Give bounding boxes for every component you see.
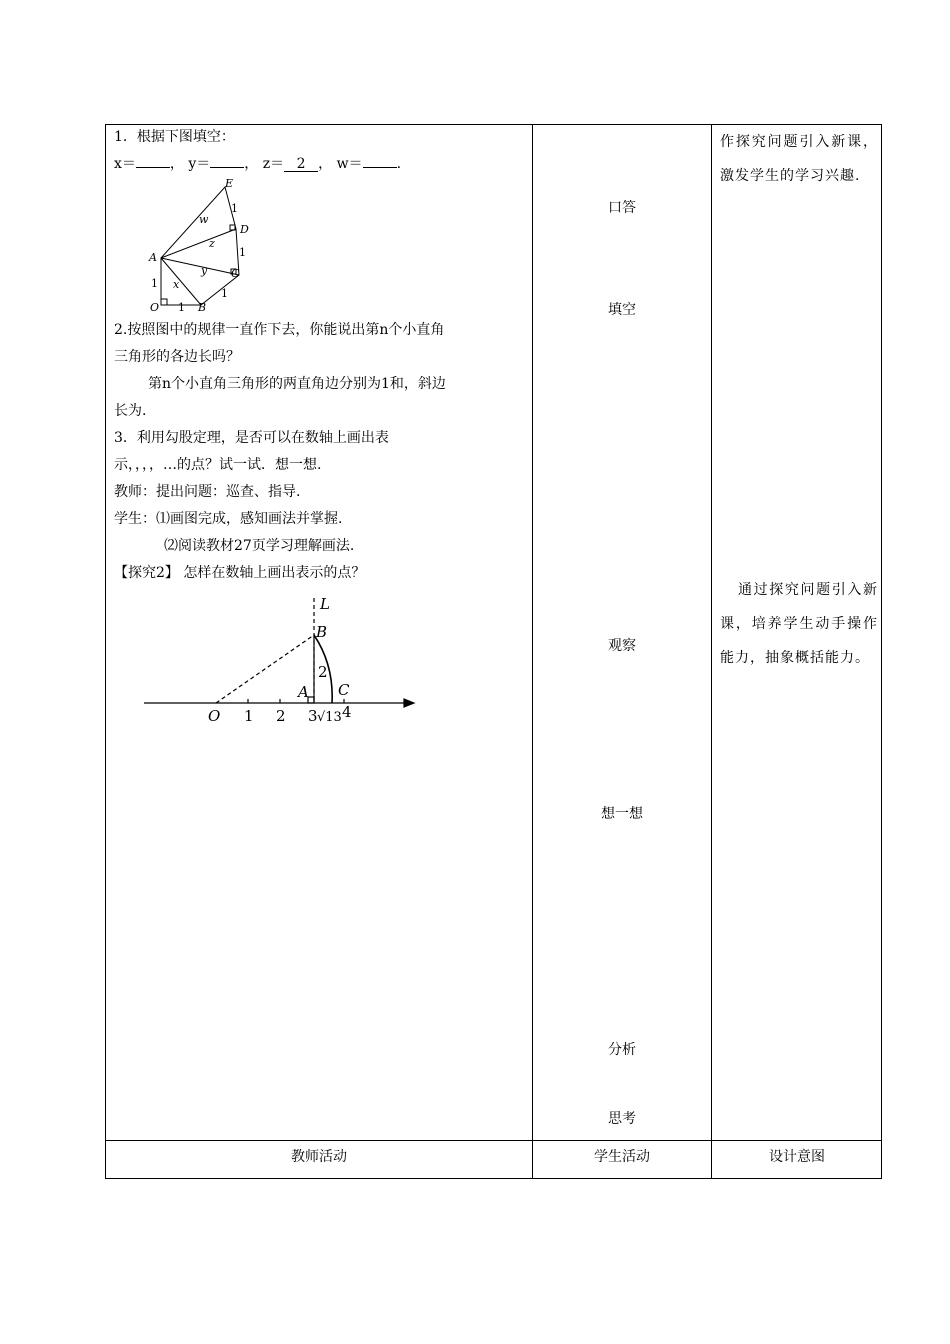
label-O: O [208,707,221,725]
question-2-line-2: 三角形的各边长吗？ [114,349,240,365]
y-blank [210,153,244,168]
label-C: C [231,267,240,280]
footer-student: 学生活动 [594,1149,650,1165]
teacher-line: 教师：提出问题：巡查、指导. [114,484,301,500]
label-C: C [338,681,350,699]
label-y: y [201,264,208,277]
fill-in-line [114,153,401,174]
design-block-1: 作探究问题引入新课，激发学生的学习兴趣. [720,134,878,184]
sqrt-13: √13 [317,710,342,725]
student-line-2: ⑵阅读教材27页学习理解画法. [164,538,355,554]
w-blank [363,153,397,168]
label-A: A [298,683,309,701]
design-block-2: 通过探究问题引入新课，培养学生动手操作能力，抽象概括能力。 [720,582,878,666]
y-label: y＝ [188,156,211,172]
label-w: w [199,213,209,226]
label-B: B [316,623,328,641]
tick-3: 3 [308,707,318,725]
label-E: E [225,177,234,190]
answer-2-line-1: 第n个小直角三角形的两直角边分别为1和，斜边 [148,376,446,392]
question-3-line-1: 3．利用勾股定理，是否可以在数轴上画出表 [114,430,389,446]
student-item: 口答 [608,200,636,216]
label-one: 1 [239,246,246,259]
label-D: D [240,223,249,236]
student-item: 观察 [608,638,636,654]
column-divider-2 [711,125,712,1178]
footer-divider [106,1140,881,1141]
x-blank [136,153,170,168]
lesson-table [105,124,882,1179]
student-item: 分析 [608,1042,636,1058]
label-one: 1 [221,287,228,300]
tick-2: 2 [276,707,286,725]
student-item: 填空 [608,302,636,318]
label-x: x [173,278,180,291]
label-O: O [150,301,160,312]
x-label: x＝ [114,156,136,172]
sep: ， [318,156,333,172]
label-one: 1 [151,277,158,290]
label-L: L [320,595,330,613]
student-item: 想一想 [601,806,643,822]
label-two: 2 [318,663,328,681]
student-line-1: 学生：⑴画图完成，感知画法并掌握. [114,511,343,527]
answer-2-line-2: 长为. [114,403,147,419]
z-value: 2 [284,157,318,172]
footer-design: 设计意图 [769,1149,825,1165]
label-B: B [198,301,207,312]
number-line-figure [144,593,424,733]
z-label: z＝ [262,156,285,172]
footer-teacher: 教师活动 [291,1149,347,1165]
tick-1: 1 [244,707,254,725]
question-2-line-1: 2.按照图中的规律一直作下去，你能说出第n个小直角 [114,322,445,338]
label-one: 1 [231,202,238,215]
sep: ， [244,156,259,172]
tick-4: 4 [342,703,352,721]
spiral-triangle-figure [141,177,261,312]
question-1: 1．根据下图填空： [114,129,235,145]
end-mark: . [396,156,402,172]
label-z: z [209,237,215,250]
w-label: w＝ [336,156,363,172]
sep: ， [169,156,184,172]
explore-2: 【探究2】 怎样在数轴上画出表示的点？ [114,565,366,581]
question-3-line-2: 示，，，，…的点？试一试．想一想. [114,457,322,473]
label-A: A [149,251,157,264]
label-one: 1 [178,301,185,312]
student-item: 思考 [608,1111,636,1127]
